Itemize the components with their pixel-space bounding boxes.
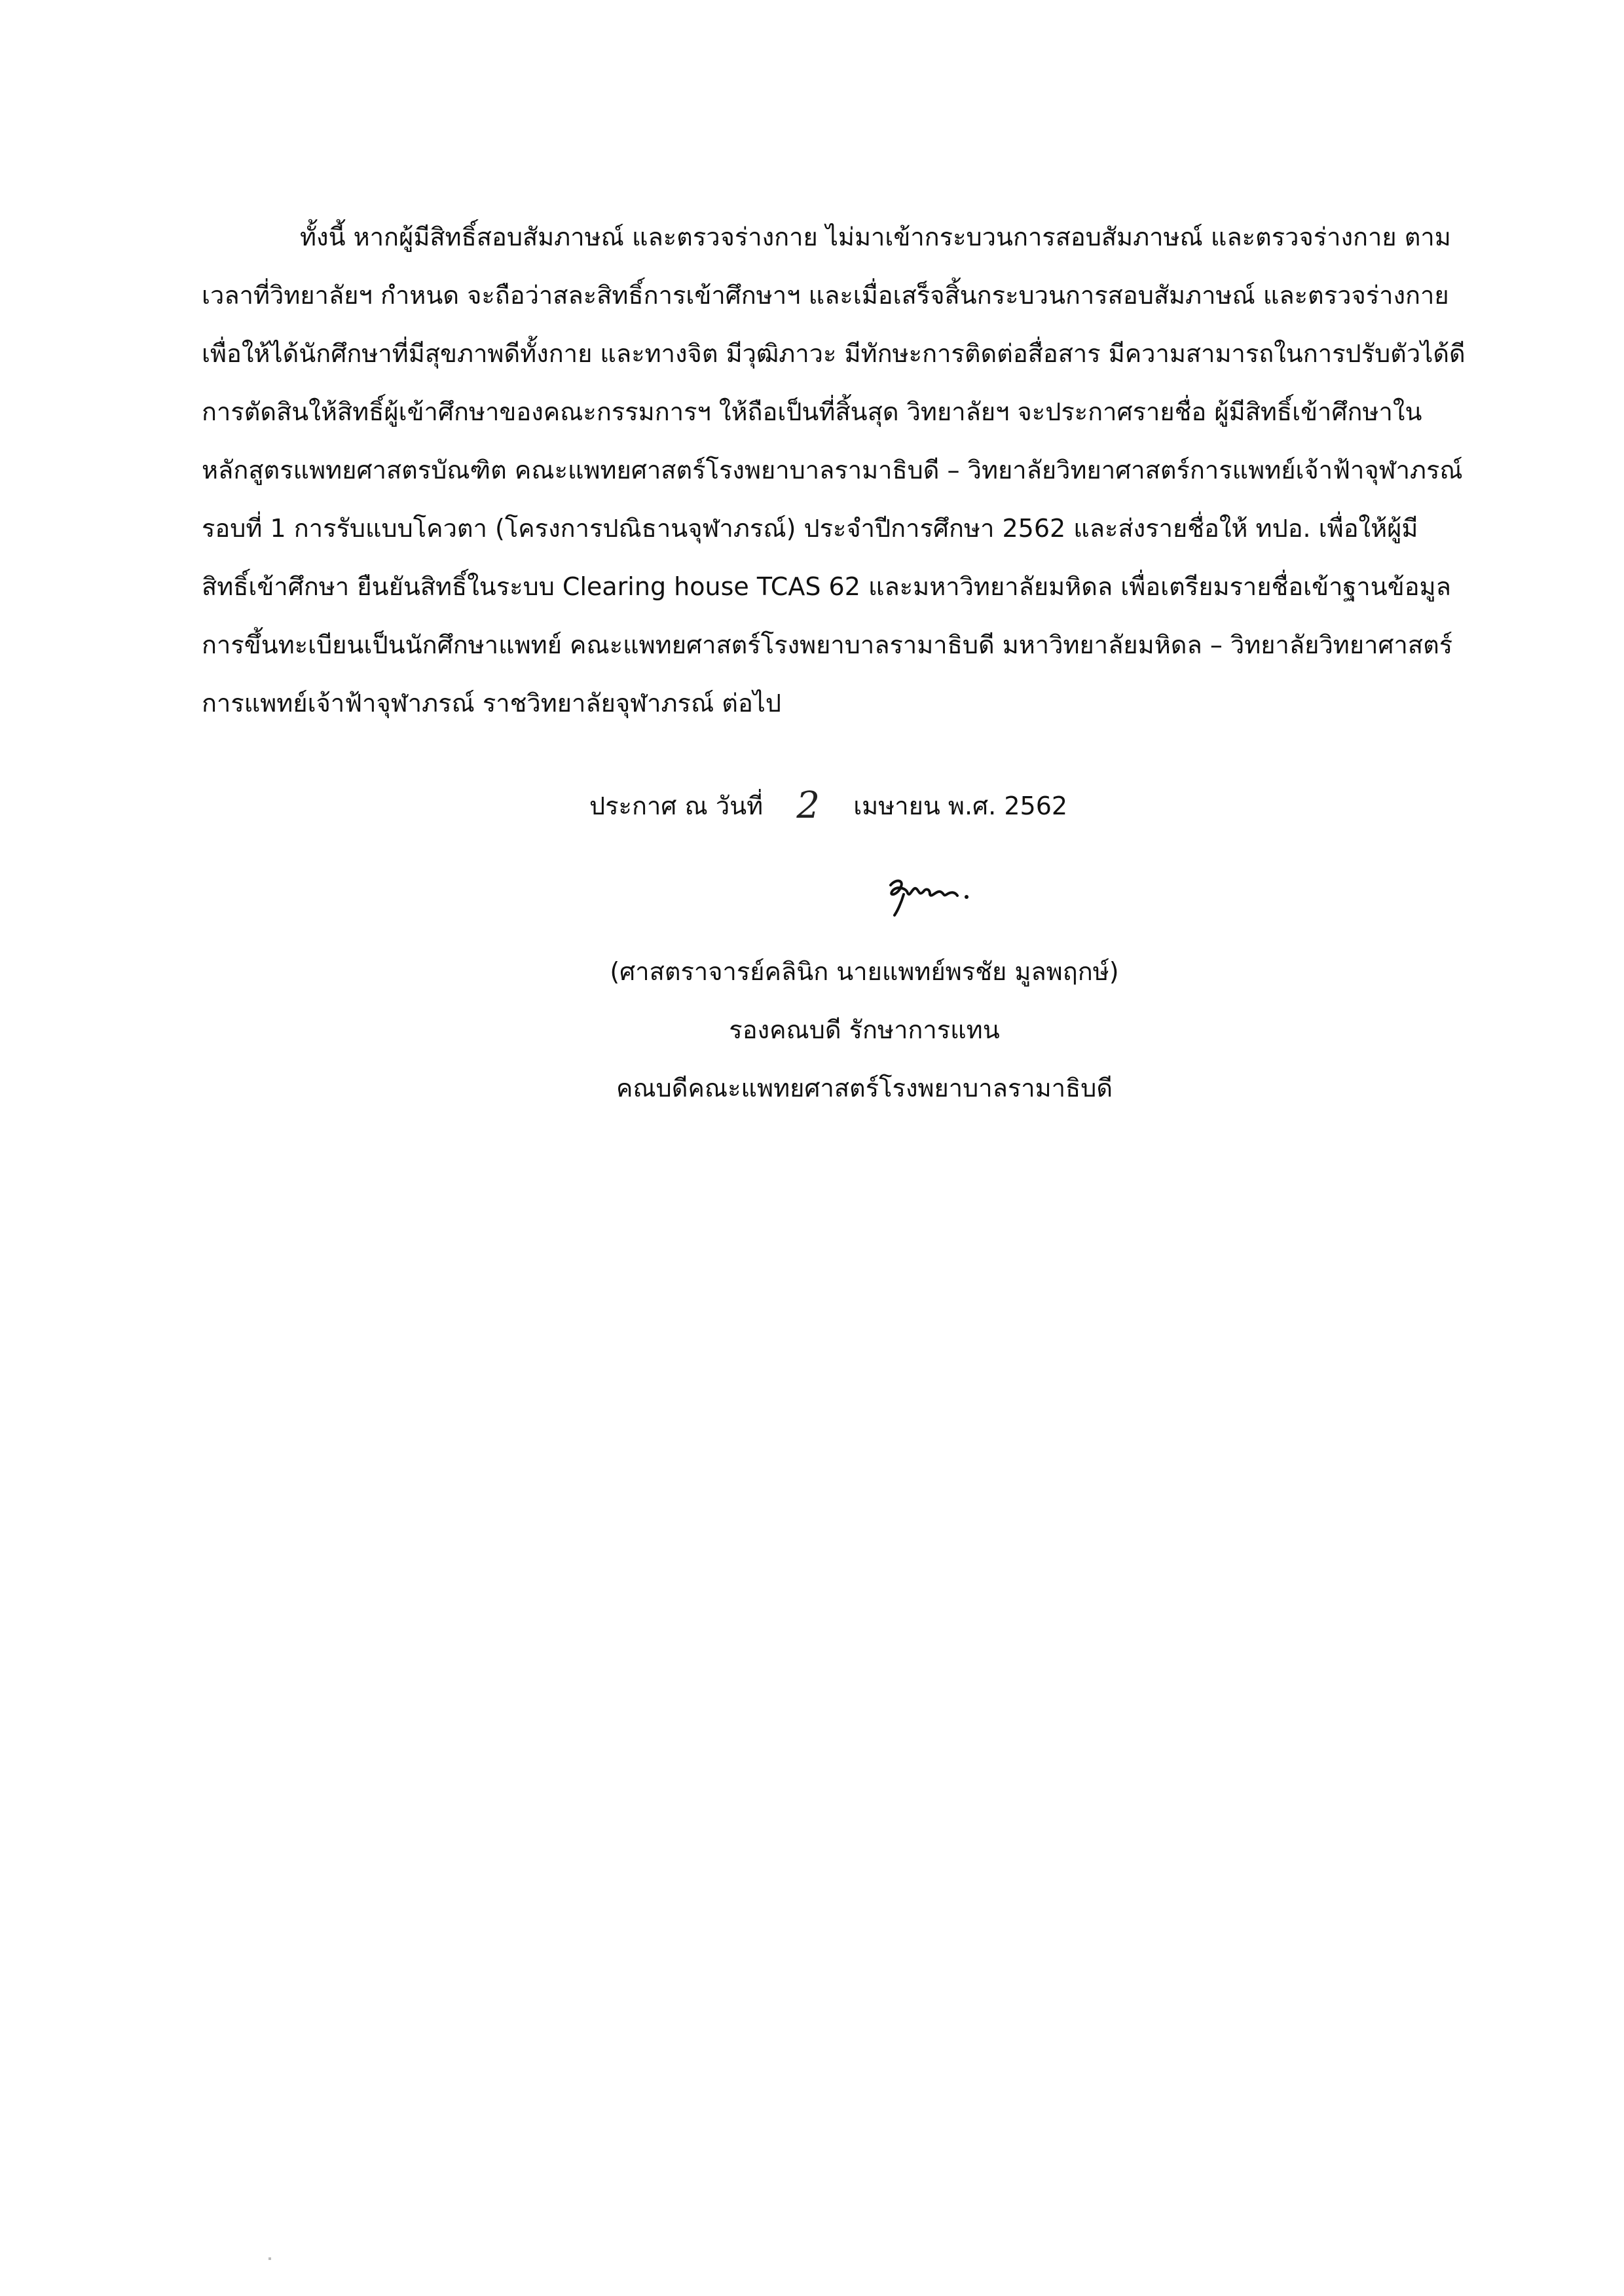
paragraph-line: หลักสูตรแพทยศาสตรบัณฑิต คณะแพทยศาสตร์โรงพยาบาลรามาธิบดี – วิทยาลัยวิทยาศาสตร์การแพทย์เจ้าฟ้าจุฬาภรณ์ <box>202 456 1463 484</box>
paragraph-line: การขึ้นทะเบียนเป็นนักศึกษาแพทย์ คณะแพทยศาสตร์โรงพยาบาลรามาธิบดี มหาวิทยาลัยมหิดล – วิทยาลัยวิทยาศาสตร์ <box>202 630 1453 659</box>
announcement-date-line <box>589 778 1244 830</box>
scan-speck <box>268 2257 271 2260</box>
paragraph-line: การแพทย์เจ้าฟ้าจุฬาภรณ์ ราชวิทยาลัยจุฬาภรณ์ ต่อไป <box>202 689 782 718</box>
signer-name: (ศาสตราจารย์คลินิก นายแพทย์พรชัย มูลพฤกษ์) <box>610 957 1119 986</box>
announcement-prefix: ประกาศ ณ วันที่ <box>589 791 764 820</box>
paragraph-line: รอบที่ 1 การรับแบบโควตา (โครงการปณิธานจุฬาภรณ์) ประจำปีการศึกษา 2562 และส่งรายชื่อให้ ทปอ. เพื่อให้ผู้มี <box>202 514 1418 543</box>
signer-block <box>393 943 1336 1118</box>
handwritten-signature <box>877 866 995 918</box>
announcement-paragraph <box>202 208 1498 733</box>
paragraph-line: การตัดสินให้สิทธิ์ผู้เข้าศึกษาของคณะกรรมการฯ ให้ถือเป็นที่สิ้นสุด วิทยาลัยฯ จะประกาศรายชื่อ ผู้มีสิทธิ์เข้าศึกษาใน <box>202 397 1422 426</box>
announcement-month-year: เมษายน พ.ศ. 2562 <box>853 791 1068 820</box>
signer-position: รองคณบดี รักษาการแทน <box>729 1015 1000 1044</box>
handwritten-day: 2 <box>796 784 820 827</box>
paragraph-line: เพื่อให้ได้นักศึกษาที่มีสุขภาพดีทั้งกาย และทางจิต มีวุฒิภาวะ มีทักษะการติดต่อสื่อสาร มีความสามารถในการปรับตัวได้ดี <box>202 339 1466 368</box>
paragraph-line: ทั้งนี้ หากผู้มีสิทธิ์สอบสัมภาษณ์ และตรวจร่างกาย ไม่มาเข้ากระบวนการสอบสัมภาษณ์ และตรวจร่างกาย ตาม <box>300 223 1451 251</box>
signer-title: คณบดีคณะแพทยศาสตร์โรงพยาบาลรามาธิบดี <box>616 1074 1113 1102</box>
paragraph-line: เวลาที่วิทยาลัยฯ กำหนด จะถือว่าสละสิทธิ์การเข้าศึกษาฯ และเมื่อเสร็จสิ้นกระบวนการสอบสัมภาษณ์ และตรวจร่างกาย <box>202 281 1449 310</box>
paragraph-line: สิทธิ์เข้าศึกษา ยืนยันสิทธิ์ในระบบ Clearing house TCAS 62 และมหาวิทยาลัยมหิดล เพื่อเตรียมรายชื่อเข้าฐานข้อมูล <box>202 572 1451 601</box>
